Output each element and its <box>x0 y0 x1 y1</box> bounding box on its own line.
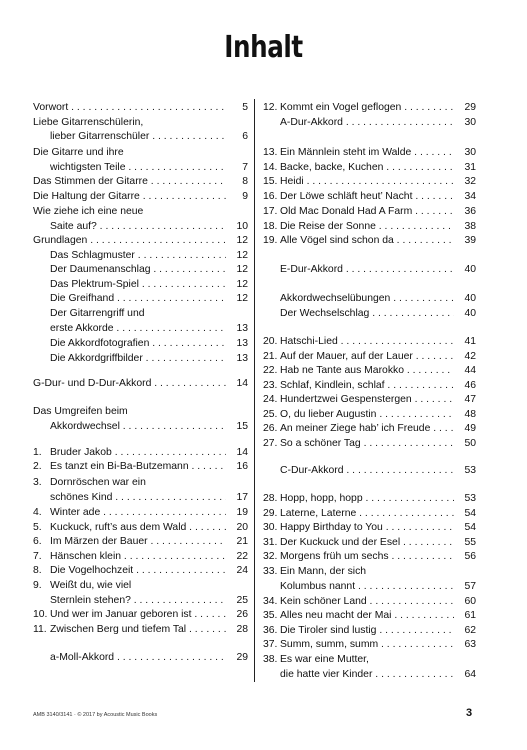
toc-entry-number: 32. <box>263 551 278 562</box>
toc-entry <box>263 334 476 349</box>
toc-entry-title: Und wer im Januar geboren ist . . . <box>50 607 226 622</box>
toc-entry-page: 60 <box>464 596 476 607</box>
toc-entry <box>263 463 476 478</box>
toc-entry-title: Alle Vögel sind schon da . . . <box>280 233 454 248</box>
toc-entry-title: Auf der Mauer, auf der Lauer . . . <box>280 349 454 364</box>
toc-entry <box>33 563 248 578</box>
toc-entry-title: Dornröschen war ein <box>50 477 146 488</box>
toc-entry-page: 12 <box>236 250 248 261</box>
toc-entry-title: Zwischen Berg und tiefem Tal . . . <box>50 622 226 637</box>
toc-entry-page: 57 <box>464 581 476 592</box>
toc-entry-page: 42 <box>464 351 476 362</box>
toc-entry <box>263 652 476 667</box>
toc-entry-page: 16 <box>236 461 248 472</box>
toc-entry-number: 13. <box>263 147 278 158</box>
toc-entry <box>33 204 248 219</box>
toc-entry-page: 28 <box>236 624 248 635</box>
toc-entry-page: 14 <box>236 378 248 389</box>
toc-entry <box>33 145 248 160</box>
toc-entry-title: Der Gitarrengriff und <box>50 308 145 319</box>
toc-entry-title: Das Plektrum-Spiel . . . <box>50 277 226 292</box>
toc-entry-page: 26 <box>236 609 248 620</box>
toc-entry-number: 6. <box>33 536 42 547</box>
toc-entry-page: 13 <box>236 338 248 349</box>
toc-entry <box>33 100 248 115</box>
toc-entry-title: Der Wechselschlag . . . <box>280 306 454 321</box>
toc-entry <box>33 404 248 419</box>
toc-entry-title: wichtigsten Teile . . . <box>50 160 226 175</box>
toc-entry <box>33 459 248 474</box>
column-divider <box>254 99 255 682</box>
toc-entry-page: 12 <box>236 235 248 246</box>
toc-entry <box>263 436 476 451</box>
toc-entry <box>263 145 476 160</box>
toc-entry-title: Der Kuckuck und der Esel . . . <box>280 535 454 550</box>
toc-entry-title: Im Märzen der Bauer . . . <box>50 534 226 549</box>
footer-copyright: AMB 3140/3141 · © 2017 by Acoustic Music Books <box>33 712 158 718</box>
toc-entry-page: 30 <box>464 117 476 128</box>
toc-entry-title: a-Moll-Akkord . . . <box>50 650 226 665</box>
toc-entry <box>263 506 476 521</box>
toc-entry-title: O, du lieber Augustin . . . <box>280 407 454 422</box>
toc-entry <box>263 535 476 550</box>
toc-entry-number: 35. <box>263 610 278 621</box>
toc-entry-title: Hundertzwei Gespenstergen . . . <box>280 392 454 407</box>
toc-entry <box>263 491 476 506</box>
toc-entry-title: Die Tiroler sind lustig . . . <box>280 623 454 638</box>
page-number: 3 <box>466 707 473 719</box>
toc-entry-title: Heidi . . . <box>280 174 454 189</box>
toc-entry <box>263 262 476 277</box>
toc-entry-page: 12 <box>236 279 248 290</box>
toc-entry-number: 25. <box>263 409 278 420</box>
toc-entry <box>263 407 476 422</box>
toc-entry <box>33 505 248 520</box>
toc-entry <box>33 262 248 277</box>
toc-entry-page: 53 <box>464 493 476 504</box>
toc-entry-number: 7. <box>33 551 42 562</box>
toc-entry-title: Kolumbus nannt . . . <box>280 579 454 594</box>
toc-entry-page: 12 <box>236 264 248 275</box>
toc-entry <box>263 392 476 407</box>
toc-entry-number: 1. <box>33 447 42 458</box>
toc-entry-title: E-Dur-Akkord . . . <box>280 262 454 277</box>
toc-entry-page: 29 <box>236 652 248 663</box>
toc-entry <box>263 549 476 564</box>
toc-entry-title: Das Stimmen der Gitarre . . . <box>33 174 226 189</box>
toc-entry-title: Die Akkordgriffbilder . . . <box>50 351 226 366</box>
toc-entry <box>263 623 476 638</box>
toc-entry-number: 9. <box>33 580 42 591</box>
toc-entry <box>33 115 248 130</box>
toc-entry <box>33 351 248 366</box>
toc-entry-number: 34. <box>263 596 278 607</box>
toc-entry-title: Saite auf? . . . <box>50 219 226 234</box>
toc-entry-page: 41 <box>464 336 476 347</box>
toc-entry <box>263 219 476 234</box>
toc-entry-number: 3. <box>33 477 42 488</box>
toc-entry-title: C-Dur-Akkord . . . <box>280 463 454 478</box>
toc-entry-page: 47 <box>464 394 476 405</box>
toc-entry-page: 32 <box>464 176 476 187</box>
toc-entry <box>263 520 476 535</box>
toc-entry-number: 21. <box>263 351 278 362</box>
toc-entry-page: 19 <box>236 507 248 518</box>
toc-entry-number: 16. <box>263 191 278 202</box>
toc-entry <box>33 593 248 608</box>
toc-entry-page: 62 <box>464 625 476 636</box>
toc-entry-title: G-Dur- und D-Dur-Akkord . . . <box>33 376 226 391</box>
toc-entry-title: A-Dur-Akkord . . . <box>280 115 454 130</box>
toc-entry-title: Ein Mann, der sich <box>280 566 367 577</box>
toc-entry-title: Der Löwe schläft heut’ Nacht . . . <box>280 189 454 204</box>
toc-entry-number: 5. <box>33 522 42 533</box>
toc-entry-page: 49 <box>464 423 476 434</box>
toc-entry <box>33 277 248 292</box>
toc-entry <box>263 608 476 623</box>
toc-entry <box>33 445 248 460</box>
toc-entry <box>33 650 248 665</box>
toc-entry <box>33 321 248 336</box>
toc-entry-title: Vorwort . . . <box>33 100 226 115</box>
toc-entry-number: 28. <box>263 493 278 504</box>
toc-entry-number: 4. <box>33 507 42 518</box>
toc-entry-title: Es war eine Mutter, <box>280 654 369 665</box>
toc-entry-title: Die Reise der Sonne . . . <box>280 219 454 234</box>
toc-entry-title: Hatschi-Lied . . . <box>280 334 454 349</box>
toc-entry-page: 56 <box>464 551 476 562</box>
toc-entry-number: 19. <box>263 235 278 246</box>
toc-entry-page: 40 <box>464 308 476 319</box>
toc-entry-number: 15. <box>263 176 278 187</box>
toc-entry-page: 53 <box>464 465 476 476</box>
toc-entry-title: Winter ade . . . <box>50 505 226 520</box>
toc-entry-page: 25 <box>236 595 248 606</box>
toc-entry-number: 12. <box>263 102 278 113</box>
toc-entry-page: 14 <box>236 447 248 458</box>
toc-entry-title: lieber Gitarrenschüler . . . <box>50 129 226 144</box>
toc-entry-title: Die Gitarre und ihre <box>33 147 124 158</box>
toc-entry-page: 36 <box>464 206 476 217</box>
toc-entry <box>33 549 248 564</box>
toc-entry-title: Alles neu macht der Mai . . . <box>280 608 454 623</box>
toc-entry-page: 40 <box>464 293 476 304</box>
toc-entry <box>33 306 248 321</box>
toc-entry-number: 11. <box>33 624 47 635</box>
toc-entry <box>263 637 476 652</box>
toc-entry <box>33 534 248 549</box>
toc-entry-title: Die Akkordfotografien . . . <box>50 336 226 351</box>
toc-entry-title: Liebe Gitarrenschülerin, <box>33 117 144 128</box>
toc-entry-number: 26. <box>263 423 278 434</box>
toc-entry <box>33 376 248 391</box>
toc-entry-title: Summ, summ, summ . . . <box>280 637 454 652</box>
toc-entry-title: Grundlagen . . . <box>33 233 226 248</box>
toc-entry-number: 33. <box>263 566 278 577</box>
toc-entry <box>263 174 476 189</box>
toc-entry <box>263 579 476 594</box>
toc-entry-page: 40 <box>464 264 476 275</box>
toc-entry-title: Hänschen klein . . . <box>50 549 226 564</box>
toc-entry-number: 20. <box>263 336 278 347</box>
toc-entry-page: 29 <box>464 102 476 113</box>
toc-entry-page: 30 <box>464 147 476 158</box>
toc-entry-number: 17. <box>263 206 278 217</box>
toc-entry-title: Ein Männlein steht im Walde . . . <box>280 145 454 160</box>
toc-entry-page: 61 <box>464 610 476 621</box>
toc-entry-page: 31 <box>464 162 476 173</box>
toc-entry <box>33 520 248 535</box>
toc-entry-title: Morgens früh um sechs . . . <box>280 549 454 564</box>
toc-entry <box>263 421 476 436</box>
toc-entry-title: die hatte vier Kinder . . . <box>280 667 454 682</box>
toc-entry <box>33 578 248 593</box>
toc-entry-page: 50 <box>464 438 476 449</box>
page-title: Inhalt <box>224 30 303 65</box>
toc-entry-title: Die Haltung der Gitarre . . . <box>33 189 226 204</box>
toc-entry-title: Das Umgreifen beim <box>33 406 128 417</box>
toc-entry <box>263 233 476 248</box>
toc-entry-number: 24. <box>263 394 278 405</box>
toc-entry-page: 55 <box>464 537 476 548</box>
toc-entry-title: Der Daumenanschlag . . . <box>50 262 226 277</box>
toc-entry-title: Die Vogelhochzeit . . . <box>50 563 226 578</box>
toc-entry-title: So a schöner Tag . . . <box>280 436 454 451</box>
toc-entry <box>33 607 248 622</box>
toc-entry-title: Kuckuck, ruft’s aus dem Wald . . . <box>50 520 226 535</box>
toc-entry-page: 44 <box>464 365 476 376</box>
toc-entry-page: 22 <box>236 551 248 562</box>
toc-entry-title: Hab ne Tante aus Marokko . . . <box>280 363 454 378</box>
toc-entry-number: 30. <box>263 522 278 533</box>
toc-entry-title: Das Schlagmuster . . . <box>50 248 226 263</box>
toc-entry-number: 8. <box>33 565 42 576</box>
toc-entry-page: 6 <box>242 131 248 142</box>
toc-entry <box>263 100 476 115</box>
toc-entry-title: Hopp, hopp, hopp . . . <box>280 491 454 506</box>
toc-entry-title: Weißt du, wie viel <box>50 580 132 591</box>
toc-entry-number: 2. <box>33 461 42 472</box>
toc-entry-title: Kein schöner Land . . . <box>280 594 454 609</box>
toc-entry <box>263 594 476 609</box>
toc-entry <box>263 363 476 378</box>
toc-entry-page: 17 <box>236 492 248 503</box>
toc-entry-page: 13 <box>236 353 248 364</box>
toc-entry-page: 54 <box>464 508 476 519</box>
toc-entry-title: Schlaf, Kindlein, schlaf . . . <box>280 378 454 393</box>
toc-entry-title: schönes Kind . . . <box>50 490 226 505</box>
toc-entry-number: 27. <box>263 438 278 449</box>
toc-entry-title: Akkordwechsel . . . <box>50 419 226 434</box>
toc-entry-title: Die Greifhand . . . <box>50 291 226 306</box>
toc-entry-title: Backe, backe, Kuchen . . . <box>280 160 454 175</box>
toc-entry <box>263 378 476 393</box>
toc-entry <box>263 306 476 321</box>
toc-entry-title: Laterne, Laterne . . . <box>280 506 454 521</box>
toc-entry-page: 34 <box>464 191 476 202</box>
toc-entry <box>263 667 476 682</box>
toc-entry <box>33 622 248 637</box>
toc-entry <box>263 204 476 219</box>
toc-entry-title: erste Akkorde . . . <box>50 321 226 336</box>
toc-entry-title: Akkordwechselübungen . . . <box>280 291 454 306</box>
toc-entry <box>33 160 248 175</box>
toc-entry-page: 46 <box>464 380 476 391</box>
toc-entry <box>263 564 476 579</box>
toc-entry <box>33 189 248 204</box>
toc-entry <box>263 291 476 306</box>
toc-entry <box>263 160 476 175</box>
toc-entry-title: Wie ziehe ich eine neue <box>33 206 144 217</box>
toc-entry-page: 15 <box>236 421 248 432</box>
toc-entry-title: An meiner Ziege hab’ ich Freude . . . <box>280 421 454 436</box>
toc-entry-page: 8 <box>242 176 248 187</box>
toc-entry <box>33 291 248 306</box>
toc-entry <box>33 233 248 248</box>
toc-entry <box>33 475 248 490</box>
toc-entry-number: 38. <box>263 654 278 665</box>
toc-entry-page: 39 <box>464 235 476 246</box>
toc-entry <box>263 115 476 130</box>
toc-entry-page: 38 <box>464 221 476 232</box>
toc-entry-number: 31. <box>263 537 278 548</box>
toc-entry-page: 7 <box>242 162 248 173</box>
toc-entry-page: 63 <box>464 639 476 650</box>
toc-entry-page: 9 <box>242 191 248 202</box>
toc-entry-page: 24 <box>236 565 248 576</box>
toc-entry-page: 48 <box>464 409 476 420</box>
toc-entry <box>33 129 248 144</box>
toc-entry <box>33 336 248 351</box>
toc-entry-page: 12 <box>236 293 248 304</box>
toc-entry <box>33 219 248 234</box>
toc-entry-title: Happy Birthday to You . . . <box>280 520 454 535</box>
toc-entry-number: 37. <box>263 639 278 650</box>
toc-entry-page: 5 <box>242 102 248 113</box>
toc-entry-number: 14. <box>263 162 278 173</box>
toc-entry <box>33 174 248 189</box>
toc-entry-page: 54 <box>464 522 476 533</box>
toc-entry-number: 36. <box>263 625 278 636</box>
toc-entry-number: 18. <box>263 221 278 232</box>
toc-entry-page: 64 <box>464 669 476 680</box>
toc-entry-number: 22. <box>263 365 278 376</box>
toc-entry-title: Kommt ein Vogel geflogen . . . <box>280 100 454 115</box>
toc-entry-title: Es tanzt ein Bi-Ba-Butzemann . . . <box>50 459 226 474</box>
toc-entry-page: 13 <box>236 323 248 334</box>
toc-entry <box>33 248 248 263</box>
toc-entry-title: Bruder Jakob . . . <box>50 445 226 460</box>
toc-entry-title: Old Mac Donald Had A Farm . . . <box>280 204 454 219</box>
toc-entry-number: 23. <box>263 380 278 391</box>
toc-entry-number: 10. <box>33 609 48 620</box>
toc-entry <box>263 349 476 364</box>
toc-entry <box>263 189 476 204</box>
toc-entry-page: 10 <box>236 221 248 232</box>
toc-entry-number: 29. <box>263 508 278 519</box>
toc-entry-page: 20 <box>236 522 248 533</box>
toc-entry-page: 21 <box>236 536 248 547</box>
toc-entry <box>33 490 248 505</box>
toc-entry-title: Sternlein stehen? . . . <box>50 593 226 608</box>
toc-entry <box>33 419 248 434</box>
